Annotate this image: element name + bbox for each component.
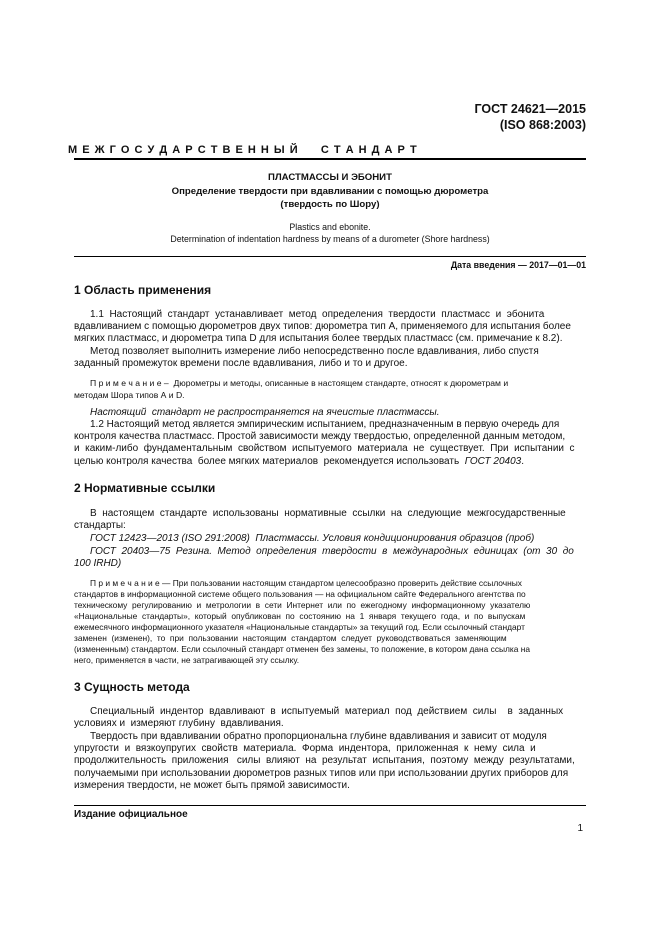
s2-note-line6: заменен (изменен), то при пользовании настоящим стандартом следует руководствоваться заменяющим	[74, 633, 507, 643]
iso-number: (ISO 868:2003)	[499, 118, 586, 132]
s3-p2-line3: продолжительность приложения силы влияют на результат испытания, поэтому между результатами,	[74, 755, 575, 766]
s2-note-line4: «Национальные стандарты», который опубликован по состоянию на 1 января текущего года, и по выпускам	[74, 611, 526, 621]
s2-ref2-line2: 100 IRHD)	[74, 558, 122, 569]
s1-p3-line1: 1.2 Настоящий метод является эмпирическим испытанием, предназначенным в первую очередь для	[90, 419, 560, 430]
footer-rule	[74, 805, 586, 806]
s1-note-line1: П р и м е ч а н и е – Дюрометры и методы, описанные в настоящем стандарте, относят к дюрометрам и	[90, 378, 509, 388]
s1-p3-line2: контроля качества пластмасс. Простой зависимости между твердостью, определенной данным методом,	[74, 431, 566, 442]
title-en2: Determination of indentation hardness by means of a durometer (Shore hardness)	[170, 234, 490, 244]
s2-note-line3: техническому регулированию и метрологии в сети Интернет или по ежегодному информационному указателю	[74, 600, 531, 610]
s3-p2-line1: Твердость при вдавливании обратно пропорциональна глубине вдавливания и зависит от модуля	[90, 731, 547, 742]
standard-type: М Е Ж Г О С У Д А Р С Т В Е Н Н Ы Й С Т А Н Д А Р Т	[68, 144, 418, 156]
s1-p3-line4-text: целью контроля качества более мягких материалов рекомендуется использовать	[74, 456, 465, 467]
s2-p1-line1: В настоящем стандарте использованы нормативные ссылки на следующие межгосударственные	[90, 508, 566, 519]
title-sub1: Определение твердости при вдавливании с помощью дюрометра	[171, 186, 489, 197]
s3-p1-line1: Специальный индентор вдавливают в испытуемый материал под действием силы в заданных	[90, 706, 564, 717]
s2-note-line1: П р и м е ч а н и е — При пользовании настоящим стандартом целесообразно проверить действие ссылочных	[90, 578, 522, 588]
s1-p3-line4-end: .	[521, 456, 524, 467]
s1-p1-line1: 1.1 Настоящий стандарт устанавливает метод определения твердости пластмасс и эбонита	[90, 309, 545, 320]
s2-note-line8: него, применяется в части, не затрагивающей эту ссылку.	[74, 655, 300, 665]
s1-p3-line4	[74, 456, 524, 467]
title-sub2: (твердость по Шору)	[280, 199, 380, 210]
title-rule	[74, 256, 586, 257]
page-number: 1	[577, 823, 583, 834]
s3-p1-line2: условиях и измеряют глубину вдавливания.	[74, 718, 284, 729]
s1-p3-line3: и каким-либо фундаментальным свойством испытуемого материала не существует. При испытании с	[74, 443, 575, 454]
s2-note-line7: (измененным) стандартом. Если ссылочный стандарт отменен без замены, то положение, в котором дана ссылка на	[74, 644, 531, 654]
title-en1: Plastics and ebonite.	[289, 222, 371, 232]
s1-italic-line: Настоящий стандарт не распространяется на ячеистые пластмассы.	[90, 407, 440, 418]
s1-p1-line2: вдавливанием с помощью дюрометров двух типов: дюрометра тип А, применяемого для испытания более	[74, 321, 571, 332]
intro-date: Дата введения — 2017—01—01	[450, 260, 586, 270]
s3-p2-line4: получаемыми при использовании дюрометров разных типов или при использовании других приборов для	[74, 768, 569, 779]
s3-p2-line5: измерения твердости, не может быть прямой зависимости.	[74, 780, 350, 791]
gost-20403-ref: ГОСТ 20403	[464, 456, 522, 467]
gost-number: ГОСТ 24621—2015	[474, 102, 586, 116]
title-main: ПЛАСТМАССЫ И ЭБОНИТ	[268, 172, 392, 183]
section-1-heading: 1 Область применения	[74, 283, 212, 297]
header-rule	[74, 158, 586, 160]
s1-p1-line3: мягких пластмасс, и дюрометра типа D для испытания более твердых пластмасс (см. примечание к 8.2).	[74, 333, 563, 344]
s2-ref1: ГОСТ 12423—2013 (ISO 291:2008) Пластмассы. Условия кондиционирования образцов (проб)	[90, 533, 535, 544]
s2-p1-line2: стандарты:	[74, 520, 126, 531]
s1-p2-line2: заданный промежуток времени после вдавливания, либо и то и другое.	[74, 358, 408, 369]
section-3-heading: 3 Сущность метода	[74, 680, 190, 694]
s2-ref2-line1: ГОСТ 20403—75 Резина. Метод определения твердости в международных единицах (от 30 до	[90, 546, 574, 557]
s2-note-line5: ежемесячного информационного указателя «Национальные стандарты» за текущий год. Если ссылочный стандарт	[74, 622, 525, 632]
section-2-heading: 2 Нормативные ссылки	[74, 481, 216, 495]
edition-label: Издание официальное	[74, 809, 188, 820]
s1-note-line2: методам Шора типов А и D.	[74, 390, 185, 400]
s3-p2-line2: упругости и вязкоупругих свойств материала. Форма индентора, приложенная к нему сила и	[74, 743, 536, 754]
s2-note-line2: стандартов в информационной системе общего пользования — на официальном сайте Федерального агентства по	[74, 589, 526, 599]
s1-p2-line1: Метод позволяет выполнить измерение либо непосредственно после вдавливания, либо спустя	[90, 346, 539, 357]
